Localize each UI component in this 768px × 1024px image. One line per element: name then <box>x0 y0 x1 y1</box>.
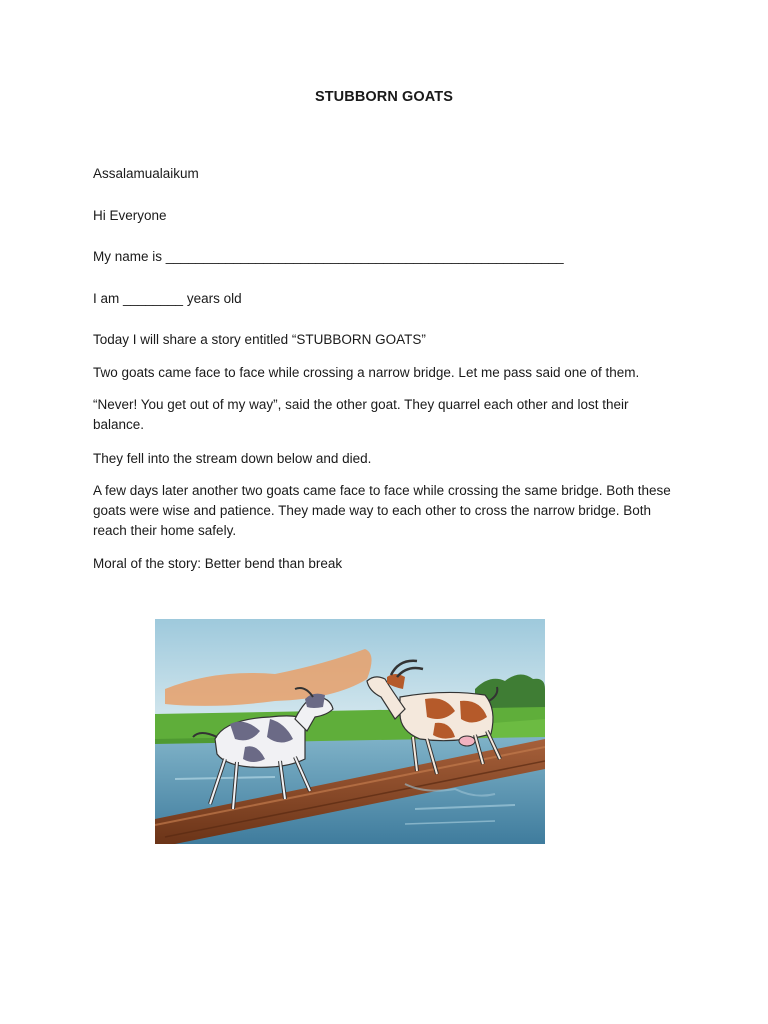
name-blank-line: My name is _____________________________________________________ <box>93 249 564 264</box>
document-title: STUBBORN GOATS <box>314 89 454 105</box>
greeting-text: Assalamualaikum <box>93 166 199 181</box>
hi-text: Hi Everyone <box>93 208 167 223</box>
story-intro-text: Today I will share a story entitled “STUBBORN GOATS” <box>93 332 426 347</box>
story-paragraph: They fell into the stream down below and died. <box>93 451 372 466</box>
story-paragraph: “Never! You get out of my way”, said the other goat. They quarrel each other and lost their balance. <box>93 397 629 432</box>
goats-illustration <box>155 619 545 844</box>
story-paragraph: Two goats came face to face while crossing a narrow bridge. Let me pass said one of them. <box>93 365 640 380</box>
age-blank-line: I am ________ years old <box>93 291 242 306</box>
story-paragraph: A few days later another two goats came face to face while crossing the same bridge. Both these goats were wise and patience. They made way to each other to cross the narrow bridge. Both reach their home safely. <box>93 483 671 538</box>
moral-text: Moral of the story: Better bend than break <box>93 556 343 571</box>
